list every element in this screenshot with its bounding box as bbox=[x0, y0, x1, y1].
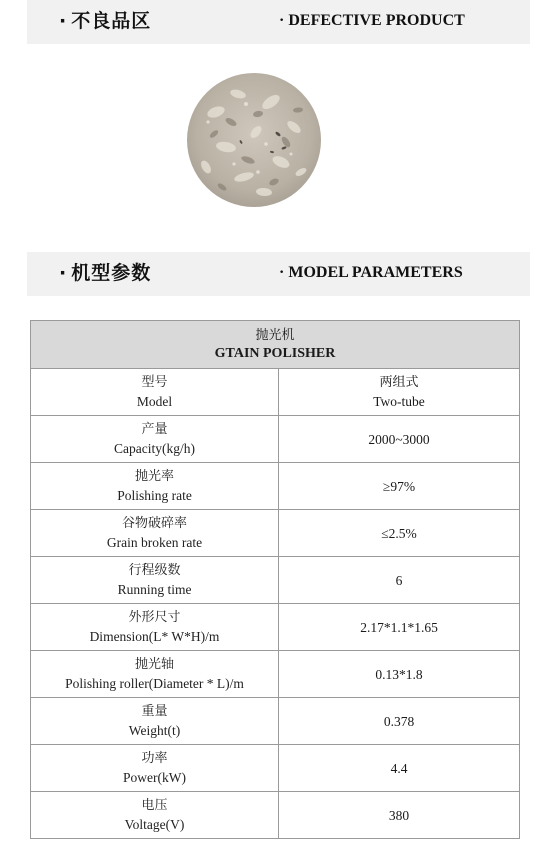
row-label bbox=[31, 651, 279, 698]
label-zh: 外形尺寸 bbox=[128, 610, 181, 625]
bullet: · bbox=[279, 264, 285, 281]
parameters-table bbox=[30, 320, 520, 839]
value-en: ≤2.5% bbox=[381, 525, 417, 541]
table-row bbox=[31, 745, 520, 792]
value-en: 6 bbox=[395, 572, 403, 588]
table-body bbox=[31, 369, 520, 839]
label-zh: 功率 bbox=[141, 751, 168, 766]
table-title-zh: 抛光机 bbox=[255, 327, 295, 343]
row-value bbox=[279, 698, 520, 745]
row-label bbox=[31, 416, 279, 463]
model-title-en: · MODEL PARAMETERS bbox=[279, 264, 463, 281]
row-label bbox=[31, 463, 279, 510]
defective-title-zh: · 不良品区 bbox=[59, 10, 152, 32]
label-en: Model bbox=[136, 394, 173, 409]
model-title-zh: · 机型参数 bbox=[59, 262, 152, 284]
row-value bbox=[279, 792, 520, 839]
row-label bbox=[31, 604, 279, 651]
defective-grain-photo bbox=[186, 72, 322, 208]
value-zh: 两组式 bbox=[379, 375, 419, 390]
bullet: · bbox=[59, 262, 68, 284]
label-zh: 抛光轴 bbox=[134, 657, 174, 672]
table-row bbox=[31, 792, 520, 839]
table-row bbox=[31, 510, 520, 557]
label-en: Polishing roller(Diameter * L)/m bbox=[65, 676, 244, 691]
row-label bbox=[31, 369, 279, 416]
label-en: Polishing rate bbox=[117, 488, 192, 503]
row-label bbox=[31, 792, 279, 839]
value-en: Two-tube bbox=[373, 394, 425, 409]
table-row bbox=[31, 369, 520, 416]
model-parameters-header bbox=[27, 252, 530, 296]
row-label bbox=[31, 557, 279, 604]
row-value bbox=[279, 416, 520, 463]
table-title bbox=[31, 321, 520, 369]
label-en: Grain broken rate bbox=[106, 535, 203, 550]
row-value bbox=[279, 745, 520, 792]
label-en: Capacity(kg/h) bbox=[114, 441, 195, 456]
label-en: Running time bbox=[117, 582, 192, 597]
table-row bbox=[31, 698, 520, 745]
label-en: Power(kW) bbox=[123, 770, 186, 785]
row-value bbox=[279, 369, 520, 416]
table-title-row bbox=[31, 321, 520, 369]
label-en: Voltage(V) bbox=[124, 817, 185, 832]
label-zh: 谷物破碎率 bbox=[121, 516, 187, 531]
label-zh: 型号 bbox=[141, 375, 168, 390]
row-value bbox=[279, 510, 520, 557]
grain-photo-image bbox=[186, 72, 322, 208]
row-value bbox=[279, 651, 520, 698]
row-value bbox=[279, 604, 520, 651]
value-en: 4.4 bbox=[390, 760, 408, 776]
label-en: Weight(t) bbox=[128, 723, 181, 738]
row-label bbox=[31, 745, 279, 792]
table-title-en: GTAIN POLISHER bbox=[214, 345, 336, 361]
row-label bbox=[31, 698, 279, 745]
label-zh: 产量 bbox=[141, 422, 168, 437]
table-row bbox=[31, 416, 520, 463]
table-row bbox=[31, 604, 520, 651]
bullet: · bbox=[59, 10, 68, 32]
row-value bbox=[279, 557, 520, 604]
value-en: 2000~3000 bbox=[368, 431, 430, 447]
label-zh: 行程级数 bbox=[128, 563, 181, 578]
table-row bbox=[31, 651, 520, 698]
label-zh: 电压 bbox=[141, 798, 168, 813]
value-en: 0.13*1.8 bbox=[375, 666, 423, 682]
defective-title-en: · DEFECTIVE PRODUCT bbox=[279, 12, 465, 29]
value-en: 2.17*1.1*1.65 bbox=[360, 619, 438, 635]
value-en: 0.378 bbox=[383, 713, 415, 729]
bullet: · bbox=[279, 12, 285, 29]
defective-product-header bbox=[27, 0, 530, 44]
value-en: 380 bbox=[388, 807, 410, 823]
row-value bbox=[279, 463, 520, 510]
label-zh: 抛光率 bbox=[134, 469, 174, 484]
label-en: Dimension(L* W*H)/m bbox=[89, 629, 220, 644]
label-zh: 重量 bbox=[141, 704, 168, 719]
table-row bbox=[31, 557, 520, 604]
table-row bbox=[31, 463, 520, 510]
value-en: ≥97% bbox=[382, 478, 416, 494]
row-label bbox=[31, 510, 279, 557]
